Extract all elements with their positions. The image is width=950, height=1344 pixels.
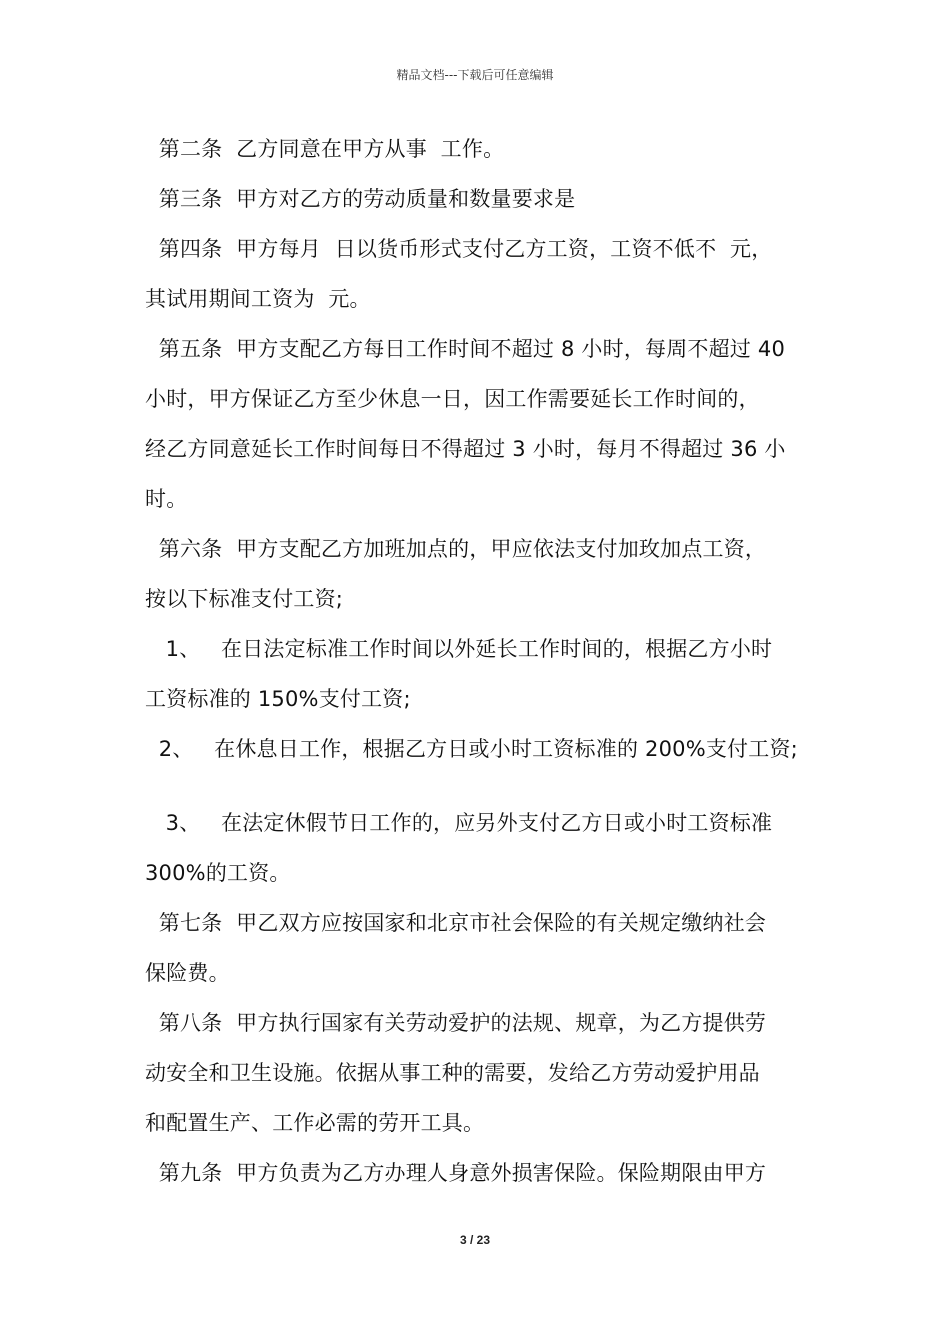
page-number: 3 / 23 bbox=[459, 1233, 491, 1247]
article-8 bbox=[145, 998, 810, 1148]
article-6 bbox=[145, 524, 810, 624]
text-line: 第四条 甲方每月 日以货币形式支付乙方工资，工资不低不 元， bbox=[145, 237, 773, 261]
text-line: 时。 bbox=[145, 487, 188, 511]
text-line: 第七条 甲乙双方应按国家和北京市社会保险的有关规定缴纳社会 bbox=[145, 911, 767, 935]
article-5 bbox=[145, 324, 810, 524]
article-4 bbox=[145, 224, 810, 324]
document-body bbox=[145, 124, 810, 1198]
text-line: 第九条 甲方负责为乙方办理人身意外损害保险。保险期限由甲方 bbox=[145, 1161, 767, 1185]
article-3 bbox=[145, 174, 810, 224]
text-line: 第三条 甲方对乙方的劳动质量和数量要求是 bbox=[145, 187, 576, 211]
item-2 bbox=[145, 724, 810, 774]
text-line: 2、 在休息日工作，根据乙方日或小时工资标准的 200%支付工资; bbox=[145, 737, 798, 761]
article-2 bbox=[145, 124, 810, 174]
text-line: 小时，甲方保证乙方至少休息一日，因工作需要延长工作时间的， bbox=[145, 387, 760, 411]
item-3 bbox=[145, 798, 810, 898]
article-9 bbox=[145, 1148, 810, 1198]
text-line: 300%的工资。 bbox=[145, 861, 291, 885]
text-line: 第六条 甲方支配乙方加班加点的，甲应依法支付加玫加点工资， bbox=[145, 537, 767, 561]
text-line: 经乙方同意延长工作时间每日不得超过 3 小时，每月不得超过 36 小 bbox=[145, 437, 786, 461]
text-line: 第八条 甲方执行国家有关劳动爱护的法规、规章，为乙方提供劳 bbox=[145, 1011, 767, 1035]
item-1 bbox=[145, 624, 810, 724]
text-line: 1、 在日法定标准工作时间以外延长工作时间的，根据乙方小时 bbox=[145, 637, 773, 661]
text-line: 按以下标准支付工资; bbox=[145, 587, 344, 611]
text-line: 工资标准的 150%支付工资; bbox=[145, 687, 411, 711]
text-line: 其试用期间工资为 元。 bbox=[145, 287, 371, 311]
text-line: 保险费。 bbox=[145, 961, 230, 985]
text-line: 第五条 甲方支配乙方每日工作时间不超过 8 小时，每周不超过 40 bbox=[145, 337, 786, 361]
text-line: 和配置生产、工作必需的劳开工具。 bbox=[145, 1111, 485, 1135]
spacer bbox=[145, 774, 810, 798]
text-line: 动安全和卫生设施。依据从事工种的需要，发给乙方劳动爱护用品 bbox=[145, 1061, 760, 1085]
page-header: 精品文档---下载后可任意编辑 bbox=[396, 68, 554, 82]
text-line: 第二条 乙方同意在甲方从事 工作。 bbox=[145, 137, 505, 161]
text-line: 3、 在法定休假节日工作的，应另外支付乙方日或小时工资标准 bbox=[145, 811, 773, 835]
article-7 bbox=[145, 898, 810, 998]
